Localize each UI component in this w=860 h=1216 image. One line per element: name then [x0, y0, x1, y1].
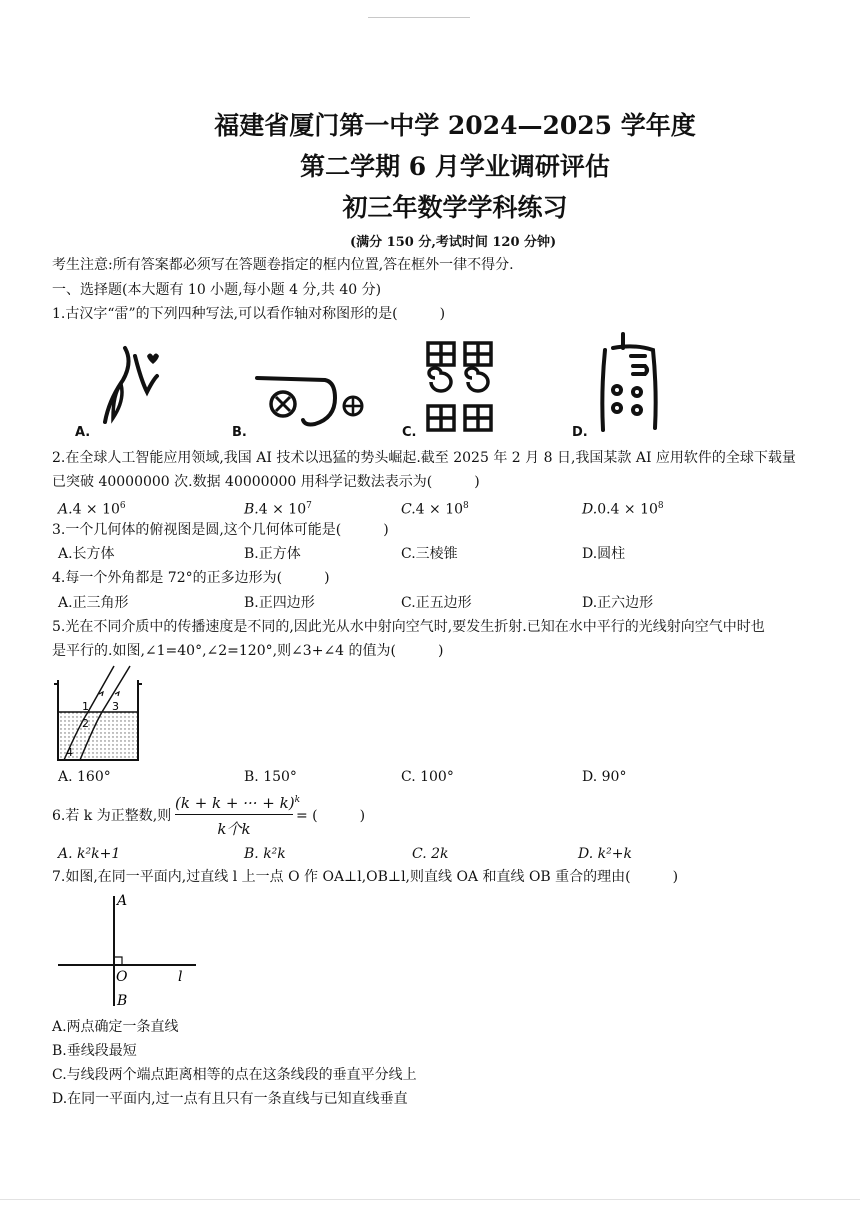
q3-option-a: A.长方体 — [58, 546, 115, 562]
q7-label-o: O — [116, 969, 128, 985]
q2-option-c: $C.4 \times 10^8$ — [401, 501, 469, 518]
q2-stem-line-2: 已突破 40000000 次.数据 40000000 用科学记数法表示为( ) — [52, 474, 480, 490]
q4-option-c: C.正五边形 — [401, 595, 472, 611]
q6-prefix: 6.若 k 为正整数,则 — [52, 808, 172, 824]
title-line-2: 第二学期 6 月学业调研评估 — [300, 152, 610, 181]
bottom-rule — [0, 1199, 860, 1200]
q1-label-a: A. — [75, 425, 91, 440]
q1-figure-c — [425, 340, 495, 435]
q1-figure-d — [595, 330, 665, 435]
q5-angle-1: 1 — [82, 700, 89, 713]
q5-angle-3: 3 — [112, 700, 119, 713]
q7-option-a: A.两点确定一条直线 — [52, 1019, 179, 1035]
q5-angle-4: 4 — [66, 746, 73, 759]
q7-option-b: B.垂线段最短 — [52, 1043, 137, 1059]
q6-option-b: B. k²k — [244, 846, 286, 862]
q6-fraction — [175, 794, 301, 839]
q3-stem: 3.一个几何体的俯视图是圆,这个几何体可能是( ) — [52, 522, 389, 538]
q6-option-c: C. 2k — [412, 846, 449, 862]
q3-option-b: B.正方体 — [244, 546, 301, 562]
q5-option-a: A. 160° — [58, 769, 111, 785]
q3-option-d: D.圆柱 — [582, 546, 626, 562]
q5-option-b: B. 150° — [244, 769, 297, 785]
q6-option-a: A. k²k+1 — [58, 846, 121, 862]
q6-denominator: k个k — [217, 820, 251, 838]
q5-stem-line-2: 是平行的.如图,∠1=40°,∠2=120°,则∠3+∠4 的值为( ) — [52, 643, 444, 659]
q7-stem: 7.如图,在同一平面内,过直线 l 上一点 O 作 OA⊥l,OB⊥l,则直线 OA 和直线 OB 重合的理由( ) — [52, 869, 679, 885]
exam-info: (满分 150 分,考试时间 120 分钟) — [350, 235, 557, 250]
q5-angle-2: 2 — [82, 717, 89, 730]
q7-figure — [56, 888, 206, 1010]
q4-option-a: A.正三角形 — [58, 595, 129, 611]
q5-option-d: D. 90° — [582, 769, 627, 785]
q1-figure-b — [255, 370, 365, 430]
q2-option-d: $D.0.4 \times 10^8$ — [582, 501, 664, 518]
title-line-3: 初三年数学学科练习 — [342, 193, 568, 222]
q1-figure-a — [95, 340, 175, 430]
q2-option-b: $B.4 \times 10^7$ — [244, 501, 312, 518]
q6-numerator: (k + k + ··· + k)$^k$ — [175, 794, 293, 815]
q1-stem: 1.古汉字“雷”的下列四种写法,可以看作轴对称图形的是( ) — [52, 306, 446, 322]
top-rule — [368, 17, 470, 18]
q1-label-d: D. — [572, 425, 588, 440]
q7-label-a: A — [117, 893, 128, 909]
notice: 考生注意:所有答案都必须写在答题卷指定的框内位置,答在框外一律不得分. — [52, 257, 514, 273]
q2-option-a: $A.4 \times 10^6$ — [58, 501, 126, 518]
q6-suffix: = ( ) — [296, 808, 366, 824]
q5-figure — [52, 664, 144, 764]
q4-option-d: D.正六边形 — [582, 595, 654, 611]
q3-option-c: C.三棱锥 — [401, 546, 458, 562]
q7-label-l: l — [178, 969, 183, 985]
q5-option-c: C. 100° — [401, 769, 454, 785]
q7-option-d: D.在同一平面内,过一点有且只有一条直线与已知直线垂直 — [52, 1091, 408, 1107]
q4-option-b: B.正四边形 — [244, 595, 315, 611]
title-line-1: 福建省厦门第一中学 2024—2025 学年度 — [214, 111, 696, 140]
q7-label-b: B — [117, 993, 128, 1009]
section-heading: 一、选择题(本大题有 10 小题,每小题 4 分,共 40 分) — [52, 282, 382, 298]
q1-label-b: B. — [232, 425, 247, 440]
q6-option-d: D. k²+k — [578, 846, 632, 862]
q7-option-c: C.与线段两个端点距离相等的点在这条线段的垂直平分线上 — [52, 1067, 417, 1083]
q1-label-c: C. — [402, 425, 417, 440]
q2-stem-line-1: 2.在全球人工智能应用领域,我国 AI 技术以迅猛的势头崛起.截至 2025 年 2 月 8 日,我国某款 AI 应用软件的全球下载量 — [52, 450, 796, 466]
q4-stem: 4.每一个外角都是 72°的正多边形为( ) — [52, 570, 330, 586]
q5-stem-line-1: 5.光在不同介质中的传播速度是不同的,因此光从水中射向空气时,要发生折射.已知在水中平行的光线射向空气中时也 — [52, 619, 765, 635]
